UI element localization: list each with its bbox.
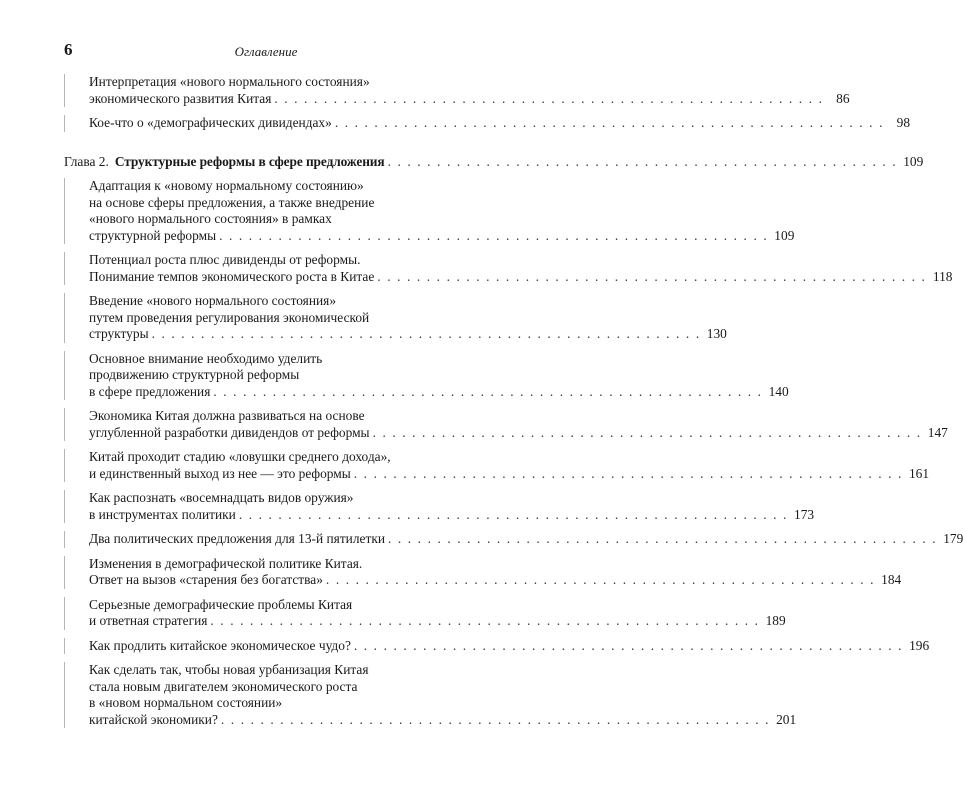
toc-page-number: 184 [881, 572, 902, 587]
toc-entry[interactable] [64, 408, 948, 441]
dot-leader: . . . . . . . . . . . . . . . . . . . . . . . . . . . . . . . . . . . . . . . . . . . . . . . . . . . . . . . . [220, 711, 771, 727]
toc-entry-last-line [89, 115, 911, 132]
toc-entry-text: китайской экономики? [89, 711, 218, 727]
toc-entry-line: путем проведения регулирования экономической [89, 309, 370, 325]
dot-leader: . . . . . . . . . . . . . . . . . . . . . . . . . . . . . . . . . . . . . . . . . . . . . . . . . . . . . . . . [238, 506, 789, 522]
toc-section-before [64, 74, 911, 132]
toc-page-number: 98 [896, 115, 911, 130]
dot-leader: . . . . . . . . . . . . . . . . . . . . . . . . . . . . . . . . . . . . . . . . . . . . . . . . . . . . . . . . [151, 326, 701, 341]
toc-page-number: 189 [765, 613, 786, 628]
toc-page-number: 147 [927, 424, 948, 440]
toc-entry-text: структурной реформы [89, 227, 217, 243]
toc-entry-last-line [89, 506, 815, 524]
toc-entry-text: в инструментах политики [89, 506, 236, 522]
toc-entry[interactable] [64, 74, 850, 107]
page-number: 6 [64, 40, 73, 59]
toc-entry-line: стала новым двигателем экономического роста [89, 678, 358, 694]
toc-page-number: 86 [836, 90, 850, 106]
toc-entry[interactable] [64, 490, 815, 523]
toc-entry[interactable] [64, 531, 963, 548]
dot-leader: . . . . . . . . . . . . . . . . . . . . . . . . . . . . . . . . . . . . . . . . . . . . . . . . . . . . . . . . [210, 613, 760, 628]
toc-page-number: 173 [794, 506, 815, 522]
toc-entry-text: Ответ на вызов «старения без богатства» [89, 572, 323, 587]
chapter-number: Глава 2. [64, 153, 109, 169]
running-title: Оглавление [234, 44, 298, 59]
toc-page-number: 118 [932, 268, 953, 284]
toc-entry-line: в «новом нормальном состоянии» [89, 695, 283, 710]
toc-entry[interactable] [64, 637, 930, 655]
chapter-title: Структурные реформы в сфере предложения [114, 153, 385, 169]
toc-entry-line: Адаптация к «новому нормальному состоянию» [89, 178, 364, 193]
dot-leader: . . . . . . . . . . . . . . . . . . . . . . . . . . . . . . . . . . . . . . . . . . . . . . . . . . . . [387, 153, 898, 169]
toc-page-number: 140 [768, 383, 789, 399]
toc-entry-last-line [89, 531, 963, 548]
chapter-heading[interactable] [64, 153, 924, 171]
toc-entry-last-line [89, 613, 786, 630]
toc-entry-line: Как сделать так, чтобы новая урбанизация Китая [89, 662, 369, 677]
toc-entry-line: Китай проходит стадию «ловушки среднего дохода», [89, 449, 391, 464]
toc-entry-line: Введение «нового нормального состояния» [89, 293, 337, 308]
toc-entry-line: Интерпретация «нового нормального состояния» [89, 74, 370, 89]
dot-leader: . . . . . . . . . . . . . . . . . . . . . . . . . . . . . . . . . . . . . . . . . . . . . . . . . . . . . . . . [274, 90, 824, 106]
toc-entry-last-line [89, 711, 797, 729]
toc-entry-last-line [89, 90, 850, 108]
toc-entry-text: в сфере предложения [89, 383, 211, 399]
toc-entry[interactable] [64, 178, 795, 244]
toc-entry[interactable] [64, 350, 789, 401]
toc-entry-text: Как продлить китайское экономическое чудо? [89, 637, 351, 653]
toc-page-number: 130 [706, 326, 727, 341]
toc-entry[interactable] [64, 115, 911, 132]
toc-page-number: 161 [908, 465, 930, 481]
toc-entry-line: Основное внимание необходимо уделить [89, 350, 323, 366]
toc-entry-last-line [89, 268, 953, 286]
toc-entry[interactable] [64, 596, 786, 630]
page-header [64, 40, 468, 62]
toc-section-chapter-2 [64, 178, 963, 728]
dot-leader: . . . . . . . . . . . . . . . . . . . . . . . . . . . . . . . . . . . . . . . . . . . . . . . . . . . . . . . . [213, 383, 763, 399]
toc-entry-text: и ответная стратегия [89, 613, 208, 628]
dot-leader: . . . . . . . . . . . . . . . . . . . . . . . . . . . . . . . . . . . . . . . . . . . . . . . . . . . . . . . . [353, 465, 903, 481]
toc-entry-last-line [89, 383, 789, 401]
chapter-page-number: 109 [903, 153, 924, 169]
toc-entry[interactable] [64, 252, 953, 285]
toc-entry-line: Серьезные демографические проблемы Китая [89, 596, 353, 612]
dot-leader: . . . . . . . . . . . . . . . . . . . . . . . . . . . . . . . . . . . . . . . . . . . . . . . . . . . . . . . . [377, 268, 927, 284]
toc-entry[interactable] [64, 555, 902, 589]
dot-leader: . . . . . . . . . . . . . . . . . . . . . . . . . . . . . . . . . . . . . . . . . . . . . . . . . . . . . . . . [388, 531, 938, 546]
dot-leader: . . . . . . . . . . . . . . . . . . . . . . . . . . . . . . . . . . . . . . . . . . . . . . . . . . . . . . . . [353, 637, 904, 653]
toc-entry-last-line [89, 572, 902, 589]
toc-entry-line: Потенциал роста плюс дивиденды от реформы. [89, 252, 361, 267]
toc-entry-last-line [89, 424, 948, 442]
toc-page-number: 109 [774, 227, 795, 243]
toc-entry-line: продвижению структурной реформы [89, 367, 300, 382]
toc-entry[interactable] [64, 662, 797, 728]
toc-entry-last-line [89, 637, 930, 655]
toc-entry-text: Кое-что о «демографических дивидендах» [89, 115, 332, 130]
toc-entry[interactable] [64, 293, 727, 343]
toc-entry-line: «нового нормального состояния» в рамках [89, 211, 332, 226]
dot-leader: . . . . . . . . . . . . . . . . . . . . . . . . . . . . . . . . . . . . . . . . . . . . . . . . . . . . . . . . [334, 115, 885, 130]
toc-page-number: 196 [909, 637, 930, 653]
table-of-contents [64, 74, 963, 736]
dot-leader: . . . . . . . . . . . . . . . . . . . . . . . . . . . . . . . . . . . . . . . . . . . . . . . . . . . . . . . . [325, 572, 876, 587]
toc-entry-line: Изменения в демографической политике Китая. [89, 555, 363, 571]
toc-page-number: 179 [943, 531, 963, 546]
toc-entry-text: углубленной разработки дивидендов от реформы [89, 424, 370, 440]
toc-entry-text: и единственный выход из нее — это реформы [89, 465, 351, 481]
toc-entry-text: Два политических предложения для 13-й пятилетки [89, 531, 385, 546]
dot-leader: . . . . . . . . . . . . . . . . . . . . . . . . . . . . . . . . . . . . . . . . . . . . . . . . . . . . . . . . [219, 227, 769, 243]
toc-entry[interactable] [64, 449, 930, 482]
toc-entry-last-line [89, 227, 795, 245]
toc-entry-last-line [89, 326, 727, 343]
toc-entry-line: на основе сферы предложения, а также внедрение [89, 194, 375, 210]
toc-entry-text: Понимание темпов экономического роста в Китае [89, 268, 375, 284]
toc-entry-last-line [89, 465, 930, 483]
toc-entry-text: структуры [89, 326, 149, 341]
toc-page-number: 201 [776, 711, 797, 727]
dot-leader: . . . . . . . . . . . . . . . . . . . . . . . . . . . . . . . . . . . . . . . . . . . . . . . . . . . . . . . . [372, 424, 922, 440]
toc-entry-line: Экономика Китая должна развиваться на основе [89, 408, 365, 423]
toc-entry-line: Как распознать «восемнадцать видов оружия» [89, 490, 354, 505]
toc-entry-text: экономического развития Китая [89, 90, 272, 106]
